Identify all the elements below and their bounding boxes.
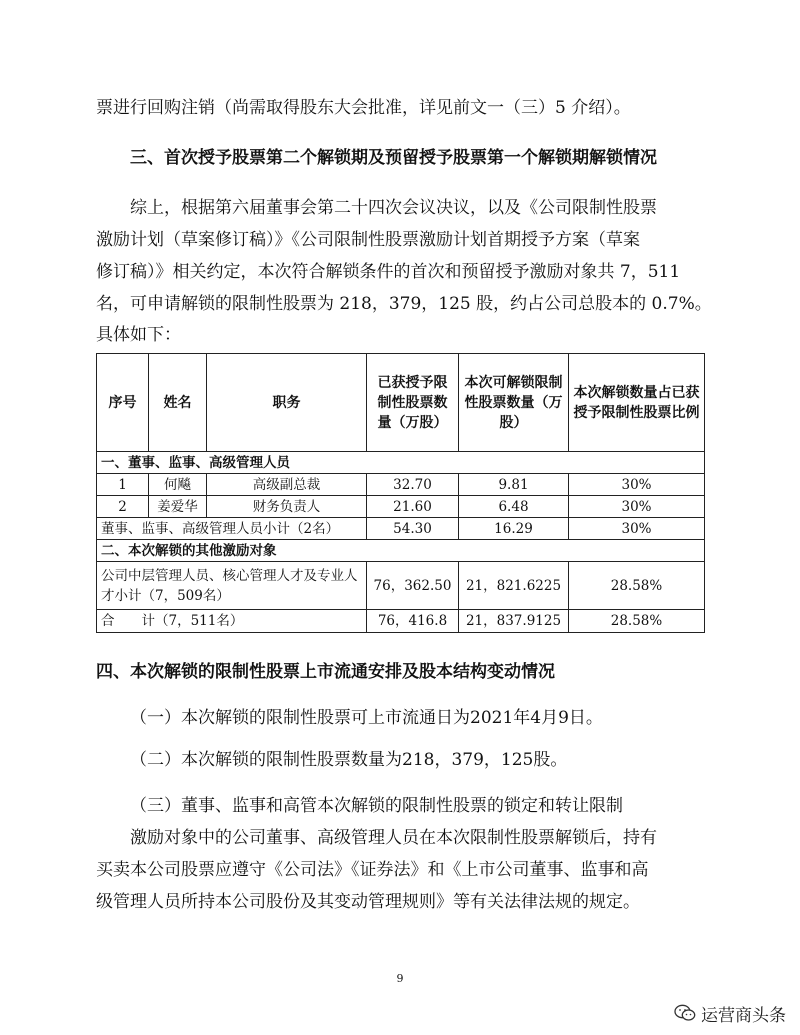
section-heading-3: 三、首次授予股票第二个解锁期及预留授予股票第一个解锁期解锁情况 (130, 148, 657, 168)
subtotal-unlockable: 16.29 (459, 518, 569, 540)
cell-position: 高级副总裁 (207, 474, 367, 496)
table-section-row (97, 452, 705, 474)
subtotal-ratio: 30% (569, 518, 705, 540)
total-label: 合 计（7，511名） (97, 610, 367, 633)
total-ratio: 28.58% (569, 610, 705, 633)
table-row (97, 496, 705, 518)
watermark (674, 1002, 786, 1024)
table-header-row (97, 354, 705, 452)
cell-no: 1 (97, 474, 149, 496)
paragraph-line: 级管理人员所持本公司股份及其变动管理规则》等有关法律法规的规定。 (96, 892, 640, 912)
section4-item-2: （二）本次解锁的限制性股票数量为218，379，125股。 (130, 750, 568, 770)
section4-item-3: （三）董事、监事和高管本次解锁的限制性股票的锁定和转让限制 (130, 796, 623, 816)
paragraph-line: 名，可申请解锁的限制性股票为 218，379，125 股，约占公司总股本的 0.7%。 (96, 294, 712, 314)
header-unlockable: 本次可解锁限制性股票数量（万股） (459, 354, 569, 452)
section-title: 一、董事、监事、高级管理人员 (97, 452, 705, 474)
paragraph-line: 具体如下： (96, 325, 181, 345)
table-others-row (97, 562, 705, 610)
header-position: 职务 (207, 354, 367, 452)
paragraph-line: 修订稿）》相关约定，本次符合解锁条件的首次和预留授予激励对象共 7，511 (96, 262, 681, 282)
table-subtotal-row (97, 518, 705, 540)
total-granted: 76，416.8 (367, 610, 459, 633)
cell-unlockable: 9.81 (459, 474, 569, 496)
others-unlockable: 21，821.6225 (459, 562, 569, 610)
cell-name: 何飚 (149, 474, 207, 496)
cell-granted: 21.60 (367, 496, 459, 518)
cell-name: 姜爱华 (149, 496, 207, 518)
section-heading-4: 四、本次解锁的限制性股票上市流通安排及股本结构变动情况 (96, 662, 555, 682)
table-row (97, 474, 705, 496)
section-title: 二、本次解锁的其他激励对象 (97, 540, 705, 562)
header-no: 序号 (97, 354, 149, 452)
total-unlockable: 21，837.9125 (459, 610, 569, 633)
header-granted: 已获授予限制性股票数量（万股） (367, 354, 459, 452)
subtotal-granted: 54.30 (367, 518, 459, 540)
wechat-icon (674, 1004, 696, 1022)
section4-item-1: （一）本次解锁的限制性股票可上市流通日为2021年4月9日。 (130, 708, 603, 728)
cell-granted: 32.70 (367, 474, 459, 496)
paragraph-line: 综上，根据第六届董事会第二十四次会议决议，以及《公司限制性股票 (130, 198, 657, 218)
paragraph-line: 票进行回购注销（尚需取得股东大会批准，详见前文一（三）5 介绍）。 (96, 98, 631, 118)
others-granted: 76，362.50 (367, 562, 459, 610)
table-total-row (97, 610, 705, 633)
others-ratio: 28.58% (569, 562, 705, 610)
unlock-table (96, 353, 705, 633)
table-section-row (97, 540, 705, 562)
paragraph-line: 买卖本公司股票应遵守《公司法》《证券法》和《上市公司董事、监事和高 (96, 860, 649, 880)
watermark-text: 运营商头条 (701, 1005, 786, 1026)
paragraph-line: 激励对象中的公司董事、高级管理人员在本次限制性股票解锁后，持有 (130, 828, 657, 848)
header-name: 姓名 (149, 354, 207, 452)
paragraph-line: 激励计划（草案修订稿）》《公司限制性股票激励计划首期授予方案（草案 (96, 230, 640, 250)
subtotal-label: 董事、监事、高级管理人员小计（2名） (97, 518, 367, 540)
others-label: 公司中层管理人员、核心管理人才及专业人才小计（7，509名） (97, 562, 367, 610)
cell-unlockable: 6.48 (459, 496, 569, 518)
page-number: 9 (396, 972, 404, 985)
cell-no: 2 (97, 496, 149, 518)
cell-ratio: 30% (569, 474, 705, 496)
cell-ratio: 30% (569, 496, 705, 518)
header-ratio: 本次解锁数量占已获授予限制性股票比例 (569, 354, 705, 452)
cell-position: 财务负责人 (207, 496, 367, 518)
